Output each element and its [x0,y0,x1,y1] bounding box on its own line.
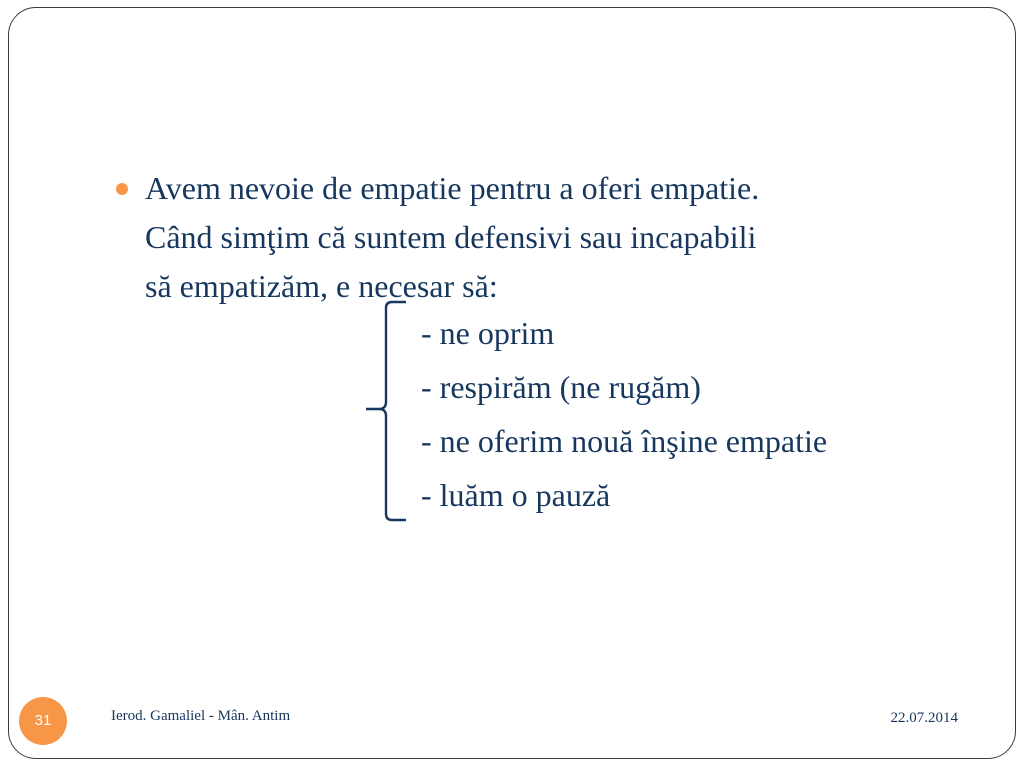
page-number-badge: 31 [19,697,67,745]
bullet-dot-icon [116,183,128,195]
steps-list [421,306,827,522]
step-item: - luăm o pauză [421,477,611,513]
step-item: - ne oprim [421,315,555,351]
step-item: - respirăm (ne rugăm) [421,369,701,405]
bullet-line: să empatizăm, e necesar să: [145,268,498,304]
footer-author: Ierod. Gamaliel - Mân. Antim [111,708,291,724]
bullet-paragraph [145,164,965,311]
curly-brace-icon [362,300,412,524]
bullet-line: Când simţim că suntem defensivi sau incapabili [145,219,757,255]
bullet-line: Avem nevoie de empatie pentru a oferi empatie. [145,170,760,206]
footer-date: 22.07.2014 [890,710,958,726]
step-item: - ne oferim nouă înşine empatie [421,423,828,459]
